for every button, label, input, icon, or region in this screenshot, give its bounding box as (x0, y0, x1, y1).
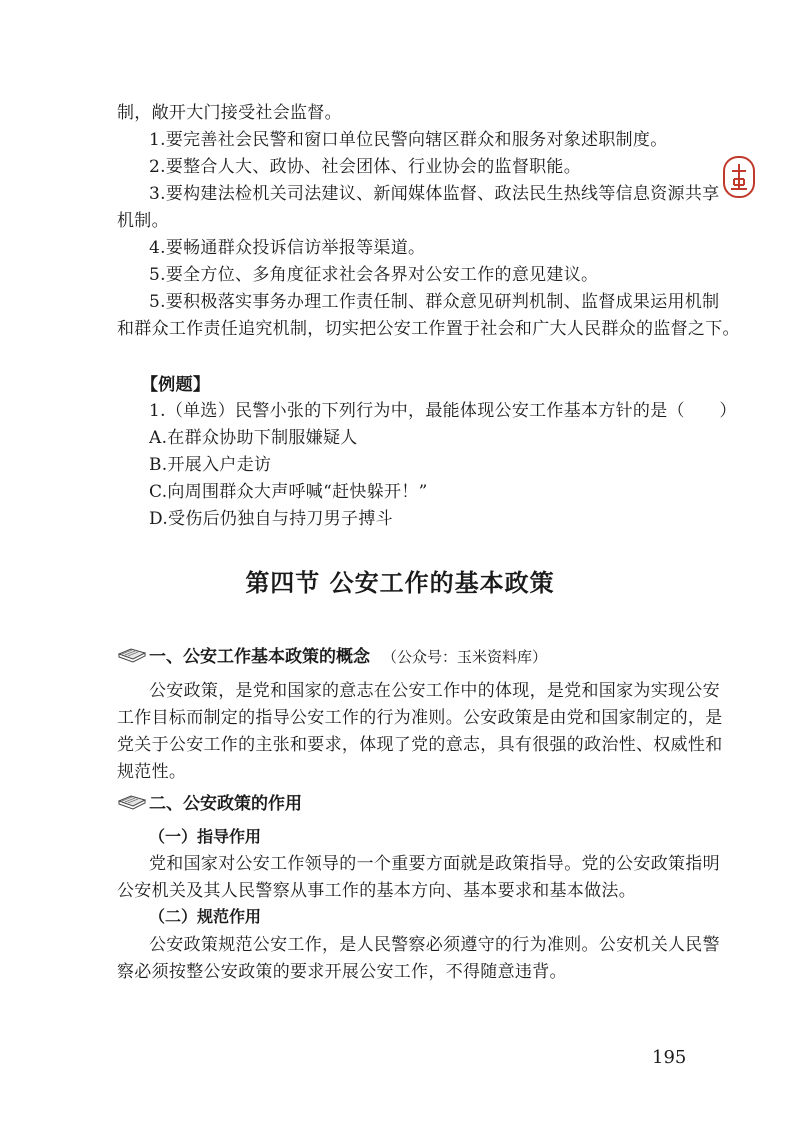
text-line: 4.要畅通群众投诉信访举报等渠道。 (149, 238, 426, 258)
subheading-1-note: （公众号：玉米资料库） (382, 648, 548, 666)
book-icon (117, 645, 147, 669)
text-line: 制，敞开大门接受社会监督。 (117, 103, 342, 123)
text-line: 2.要整合人大、政协、社会团体、行业协会的监督职能。 (149, 157, 582, 177)
example-heading: 【例题】 (141, 375, 211, 395)
subheading-1 (117, 645, 547, 669)
text-line: 党关于公安工作的主张和要求，体现了党的意志，具有很强的政治性、权威性和 (117, 735, 723, 755)
example-question: 1.（单选）民警小张的下列行为中，最能体现公安工作基本方针的是（ ） (149, 401, 737, 421)
text-line: 1.要完善社会民警和窗口单位民警向辖区群众和服务对象述职制度。 (149, 130, 668, 150)
text-line: 和群众工作责任追究机制，切实把公安工作置于社会和广大人民群众的监督之下。 (117, 319, 740, 339)
subheading-2-1: （一）指导作用 (149, 827, 262, 846)
page-number: 195 (652, 1047, 687, 1068)
text-line: 察必须按整公安政策的要求开展公安工作，不得随意违背。 (117, 962, 567, 982)
text-line: 5.要积极落实事务办理工作责任制、群众意见研判机制、监督成果运用机制 (149, 292, 720, 312)
example-option-a: A.在群众协助下制服嫌疑人 (149, 428, 358, 448)
seal-logo (722, 155, 756, 203)
text-line: 3.要构建法检机关司法建议、新闻媒体监督、政法民生热线等信息资源共享 (149, 184, 720, 204)
text-line: 党和国家对公安工作领导的一个重要方面就是政策指导。党的公安政策指明 (149, 854, 720, 874)
example-option-d: D.受伤后仍独自与持刀男子搏斗 (149, 509, 393, 529)
text-line: 公安机关及其人民警察从事工作的基本方向、基本要求和基本做法。 (117, 881, 636, 901)
text-line: 公安政策，是党和国家的意志在公安工作中的体现，是党和国家为实现公安 (149, 681, 720, 701)
subheading-2-2: （二）规范作用 (149, 907, 262, 926)
text-line: 工作目标而制定的指导公安工作的行为准则。公安政策是由党和国家制定的，是 (117, 708, 723, 728)
text-line: 机制。 (117, 211, 169, 231)
text-line: 公安政策规范公安工作，是人民警察必须遵守的行为准则。公安机关人民警 (149, 935, 720, 955)
subheading-2 (117, 792, 302, 816)
text-line: 规范性。 (117, 762, 187, 782)
text-line: 5.要全方位、多角度征求社会各界对公安工作的意见建议。 (149, 265, 599, 285)
section-title: 第四节 公安工作的基本政策 (245, 569, 555, 597)
subheading-2-text: 二、公安政策的作用 (149, 794, 302, 814)
subheading-1-text: 一、公安工作基本政策的概念 (149, 647, 370, 667)
book-icon (117, 792, 147, 816)
example-option-c: C.向周围群众大声呼喊“赶快躲开！” (149, 482, 428, 502)
example-option-b: B.开展入户走访 (149, 455, 272, 475)
